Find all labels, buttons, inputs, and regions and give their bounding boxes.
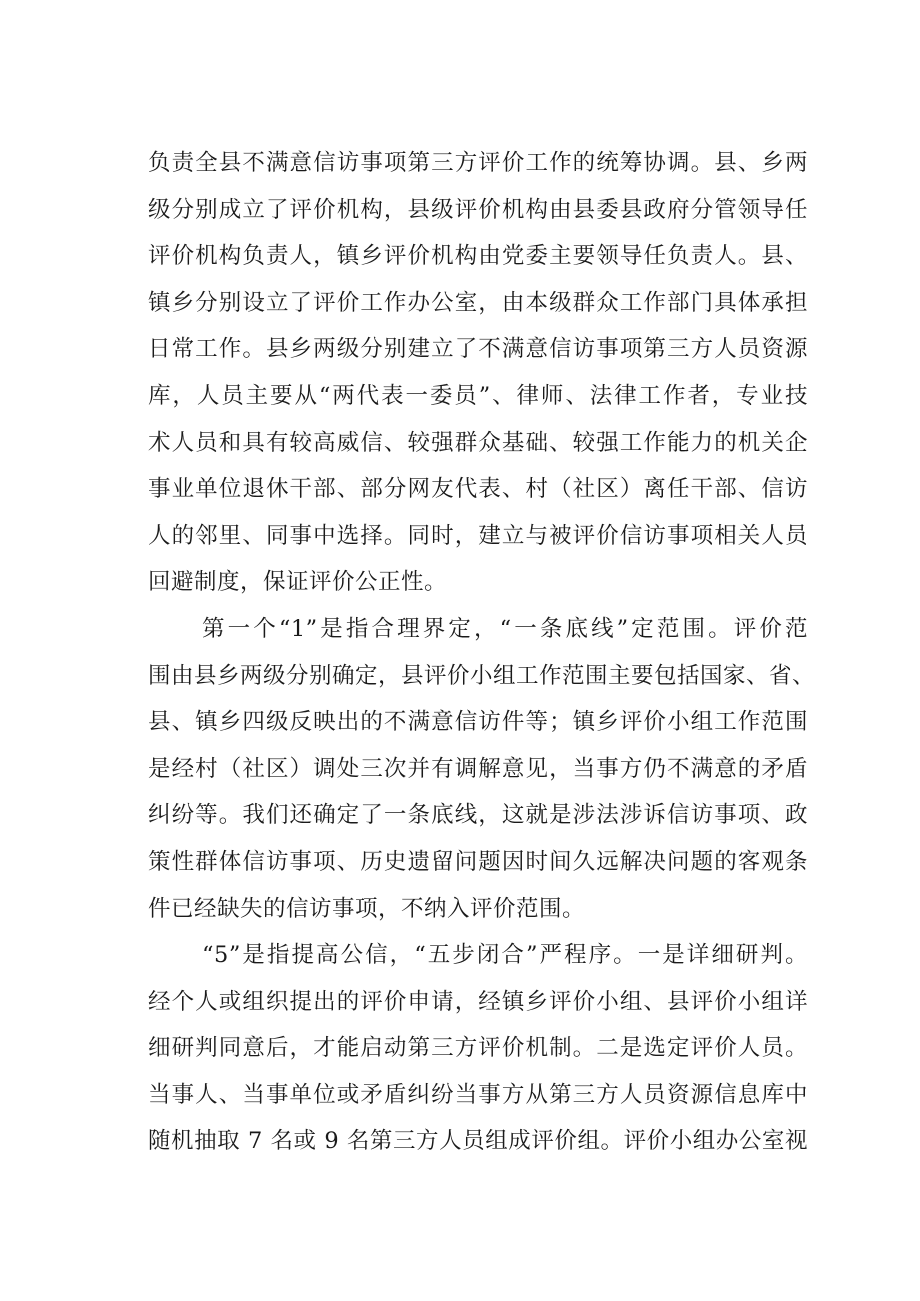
text-line: 第一个“1”是指合理界定，“一条底线”定范围。评价范 xyxy=(202,615,808,642)
text-line: 回避制度，保证评价公正性。 xyxy=(148,569,448,596)
text-line: 件已经缺失的信访事项，不纳入评价范围。 xyxy=(148,895,586,922)
paragraph xyxy=(148,140,808,606)
text-line: 评价机构负责人，镇乡评价机构由党委主要领导任负责人。县、 xyxy=(148,243,808,270)
text-line: 级分别成立了评价机构，县级评价机构由县委县政府分管领导任 xyxy=(148,196,808,223)
text-line: 围由县乡两级分别确定，县评价小组工作范围主要包括国家、省、 xyxy=(148,662,816,689)
text-line: 细研判同意后，才能启动第三方评价机制。二是选定评价人员。 xyxy=(148,1035,808,1062)
text-line: 负责全县不满意信访事项第三方评价工作的统筹协调。县、乡两 xyxy=(148,150,808,176)
paragraph xyxy=(148,606,816,932)
document-page xyxy=(148,140,816,1165)
text-line: 策性群体信访事项、历史遗留问题因时间久远解决问题的客观条 xyxy=(148,848,808,875)
text-line: 人的邻里、同事中选择。同时，建立与被评价信访事项相关人员 xyxy=(148,522,808,549)
text-line: 随机抽取 7 名或 9 名第三方人员组成评价组。评价小组办公室视 xyxy=(148,1128,808,1155)
text-line: 当事人、当事单位或矛盾纠纷当事方从第三方人员资源信息库中 xyxy=(148,1081,808,1108)
text-line: 术人员和具有较高威信、较强群众基础、较强工作能力的机关企 xyxy=(148,429,808,456)
text-line: 镇乡分别设立了评价工作办公室，由本级群众工作部门具体承担 xyxy=(148,289,808,316)
text-line: 库，人员主要从“两代表一委员”、律师、法律工作者，专业技 xyxy=(148,382,808,409)
text-line: 是经村（社区）调处三次并有调解意见，当事方仍不满意的矛盾 xyxy=(148,755,808,782)
text-line: 纠纷等。我们还确定了一条底线，这就是涉法涉诉信访事项、政 xyxy=(148,802,808,829)
text-line: 经个人或组织提出的评价申请，经镇乡评价小组、县评价小组详 xyxy=(148,988,808,1015)
paragraph xyxy=(148,932,808,1165)
text-line: 事业单位退休干部、部分网友代表、村（社区）离任干部、信访 xyxy=(148,476,808,503)
text-line: “5”是指提高公信，“五步闭合”严程序。一是详细研判。 xyxy=(202,942,808,969)
text-line: 县、镇乡四级反映出的不满意信访件等；镇乡评价小组工作范围 xyxy=(148,709,808,736)
text-line: 日常工作。县乡两级分别建立了不满意信访事项第三方人员资源 xyxy=(148,336,808,363)
